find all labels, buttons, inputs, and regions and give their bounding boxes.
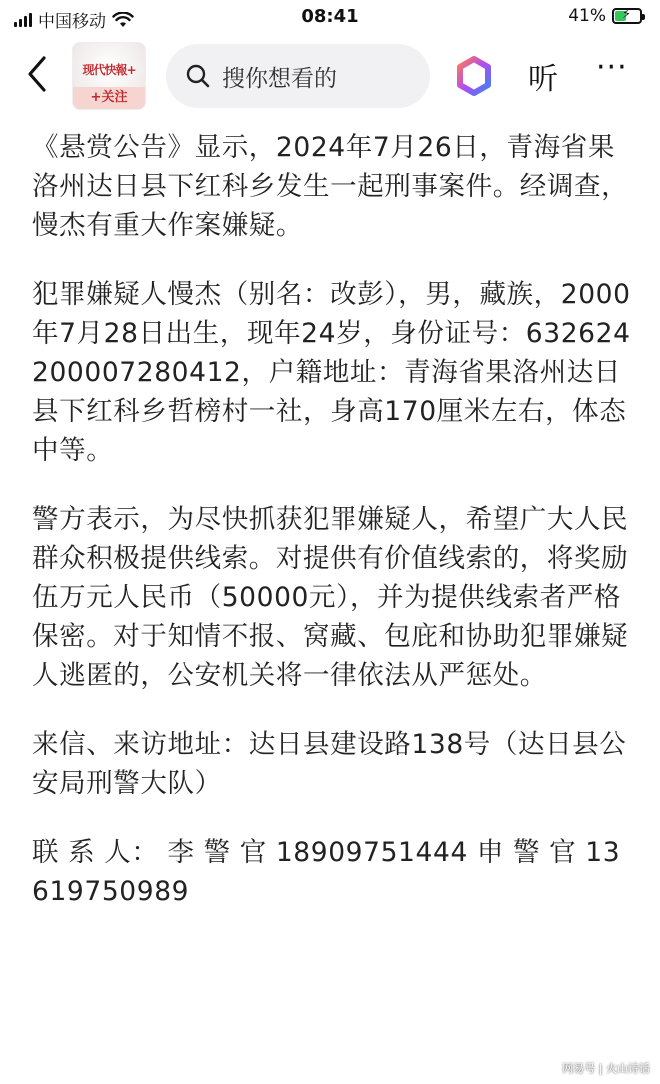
charging-bolt-icon: ⚡ [622,7,632,22]
follow-button[interactable]: +关注 [73,87,145,109]
article-paragraph: 犯罪嫌疑人慢杰（别名：改彭），男，藏族，2000年7月28日出生，现年24岁，身份证号：632624200007280412，户籍地址：青海省果洛州达日县下红科乡哲榜村一社，身高170厘米左右，体态中等。 [32,279,631,466]
battery-percent: 41% [568,6,606,26]
listen-button[interactable]: 听 [528,62,558,97]
back-button[interactable] [18,52,58,96]
status-right [568,6,642,26]
more-button[interactable]: ··· [596,50,628,85]
account-avatar[interactable] [72,42,146,110]
ai-assistant-icon[interactable] [456,56,492,96]
search-placeholder: 搜你想看的 [222,65,337,92]
account-logo-text: 现代快報+ [82,63,136,77]
status-bar [0,0,660,36]
article-paragraph: 《悬赏公告》显示，2024年7月26日，青海省果洛州达日县下红科乡发生一起刑事案件。经调查，慢杰有重大作案嫌疑。 [32,132,629,241]
battery-icon [612,8,642,24]
watermark: 网易号 | 火山诗话 [562,1062,650,1075]
article-paragraph: 联 系 人： 李 警 官 18909751444 申 警 官 13619750989 [32,837,621,907]
search-icon [184,62,212,90]
status-time: 08:41 [301,6,359,27]
nav-bar [0,36,660,116]
article-body [32,128,632,937]
carrier-label: 中国移动 [38,12,106,32]
search-input[interactable] [166,44,430,108]
article-paragraph: 警方表示，为尽快抓获犯罪嫌疑人，希望广大人民群众积极提供线索。对提供有价值线索的，将奖励伍万元人民币（50000元），并为提供线索者严格保密。对于知情不报、窝藏、包庇和协助犯罪嫌疑人逃匿的，公安机关将一律依法从严惩处。 [32,504,629,691]
article-paragraph: 来信、来访地址：达日县建设路138号（达日县公安局刑警大队） [32,729,627,799]
